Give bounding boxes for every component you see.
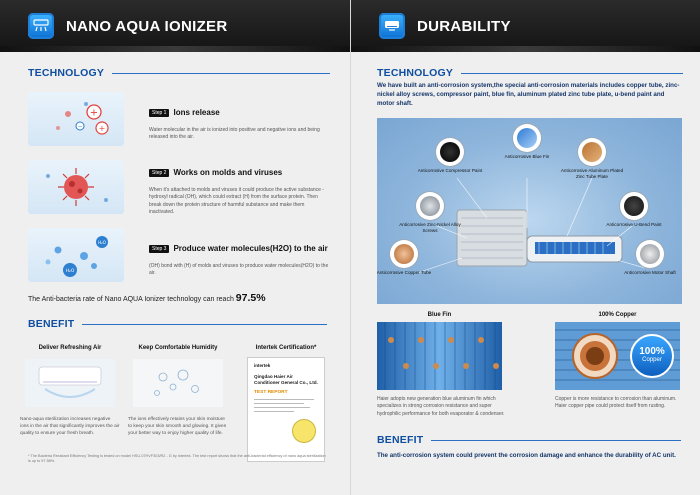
callout-blue-fin: Anticorrosive Blue Fin: [492, 124, 562, 160]
svg-text:H₂O: H₂O: [98, 240, 106, 245]
cert-seal-icon: [292, 419, 316, 443]
left-tech-heading: [28, 67, 330, 79]
step2-image: [28, 160, 124, 214]
callout-compressor-paint: Anticorrosive Compressor Paint: [415, 138, 485, 174]
left-tech-title: TECHNOLOGY: [28, 67, 105, 79]
benefit-refreshing-desc: Nano-aqua sterilization increases negative ions in the air that significantly improves the air quality to ensure your fresh breath.: [20, 417, 120, 436]
ionizer-icon: [28, 13, 54, 39]
callout-tube-plate: Anticorrosive Aluminum Plated Zinc Tube Plate: [557, 138, 627, 179]
callout-motor-shaft: Anticorrosive Motor Shaft: [615, 240, 682, 276]
right-tech-divider: [461, 73, 683, 74]
step3-image: [28, 228, 124, 282]
right-header-title: DURABILITY: [417, 17, 511, 35]
rate-value: 97.5%: [235, 292, 266, 304]
step1-desc: Water molecular in the air is ionized into positive and negative ions and being released into the air.: [149, 127, 320, 141]
benefit-refreshing: [20, 345, 120, 438]
step2-title: Works on molds and viruses: [173, 168, 283, 177]
blue-fin-image: [377, 322, 502, 390]
copper-percent-badge: [630, 334, 674, 378]
benefit-humidity-title: Keep Comfortable Humidity: [138, 345, 218, 351]
callout-screws: Anticorrosive Zinc-Nickel Alloy Screws: [395, 192, 465, 233]
svg-text:−: −: [77, 123, 83, 130]
anticorrosion-diagram: [377, 118, 682, 304]
ac-unit-image: [25, 359, 115, 407]
callout-copper-tube: Anticorrosive Copper Tube: [377, 240, 439, 276]
step3-desc: (OH) bond with (H) of molds and viruses to produce water molecules(H2O) to the air.: [149, 263, 329, 277]
humidity-image: [133, 359, 223, 407]
benefit-refreshing-title: Deliver Refreshing Air: [38, 345, 102, 351]
copper-desc: Copper is more resistance to corrosion than aluminum. Haier copper pipe could protect itself from rusting.: [555, 396, 677, 410]
right-benefit-text: The anti-corrosion system could prevent the corrosion damage and enhance the durability of AC unit.: [377, 452, 676, 459]
right-page: [350, 0, 700, 495]
benefit-humidity: [128, 345, 228, 438]
step1-text: [149, 108, 329, 142]
rate-text: The Anti-bacteria rate of Nano AQUA Ionizer technology can reach: [28, 296, 234, 303]
left-benefit-heading: [28, 318, 327, 330]
step3-badge: Step 3: [149, 245, 169, 253]
virus-illustration: [28, 160, 124, 214]
step1-image: [28, 92, 124, 146]
right-benefit-heading: [377, 434, 681, 446]
intertek-logo: intertek: [254, 363, 271, 368]
benefit-certification-title: Intertek Certification*: [255, 345, 317, 351]
step1-title: Ions release: [173, 108, 220, 117]
svg-text:+: +: [98, 124, 106, 133]
right-tech-title: TECHNOLOGY: [377, 67, 454, 79]
water-molecule-illustration: [28, 228, 124, 282]
cert-company: Qingdao Haier Air Conditioner General Co., Ltd.: [254, 374, 318, 385]
step1-badge: Step 1: [149, 109, 169, 117]
svg-text:H₂O: H₂O: [65, 269, 75, 274]
left-header: [0, 0, 350, 52]
benefit-certification: [236, 345, 336, 462]
callout-u-bend-paint: Anticorrosive U-Bend Paint: [599, 192, 669, 228]
anti-bacteria-rate: [28, 292, 266, 304]
footnote: * The Bacteria Resistant Efficiency Testing is tested on model HSU-07HVF303/R2 - G by Intertek. The test report shows that the anti-bacterial efficiency of nano aqua sterilization is up to 97.58%.: [28, 454, 326, 464]
left-tech-divider: [112, 73, 330, 74]
step3-text: [149, 244, 329, 278]
left-header-title: NANO AQUA IONIZER: [66, 17, 228, 35]
cert-text-lines: [254, 399, 318, 412]
copper-badge-label: Copper: [642, 357, 662, 364]
copper-caption: 100% Copper: [598, 312, 637, 318]
cert-report-label: TEST REPORT: [254, 389, 288, 395]
right-benefit-divider: [431, 440, 681, 441]
step3-title: Produce water molecules(H2O) to the air: [173, 244, 328, 253]
blue-fin-desc: Haier adopts new generation blue aluminum fin which specializes in strong corrosion resistance and super hydrophilic performance for both evaporator & condenser.: [377, 396, 505, 417]
step2-text: [149, 168, 329, 216]
benefit-humidity-desc: The ions effectively retains your skin moisture to keep your skin smooth and glowing. It gives your better way to enjoy higher quality of life.: [128, 417, 227, 436]
durability-icon: [379, 13, 405, 39]
copper-image: [555, 322, 680, 390]
step2-desc: When it's attached to molds and viruses it could produce the active substance - hydroxyl radical (OH), which could extract (H) from the surface protein. Then break down the protein structure of harmful substance and make them inactivated.: [149, 187, 324, 215]
right-tech-heading: [377, 67, 683, 79]
svg-text:+: +: [89, 107, 99, 119]
left-benefit-divider: [82, 324, 327, 325]
right-benefit-title: BENEFIT: [377, 434, 424, 446]
step2-badge: Step 2: [149, 169, 169, 177]
certificate-document: [247, 357, 325, 462]
left-benefit-title: BENEFIT: [28, 318, 75, 330]
ions-illustration: [28, 92, 124, 146]
blue-fin-caption: Blue Fin: [427, 312, 452, 318]
copper-badge-value: 100%: [639, 346, 665, 358]
right-header: [351, 0, 700, 52]
durability-intro: We have built an anti-corrosion system,the special anti-corrosion materials includes copper tube, zinc-nickel alloy screws, compressor paint, blue fin, aluminum plated zinc tube plate, u-bend paint and motor shaft.: [377, 82, 680, 107]
